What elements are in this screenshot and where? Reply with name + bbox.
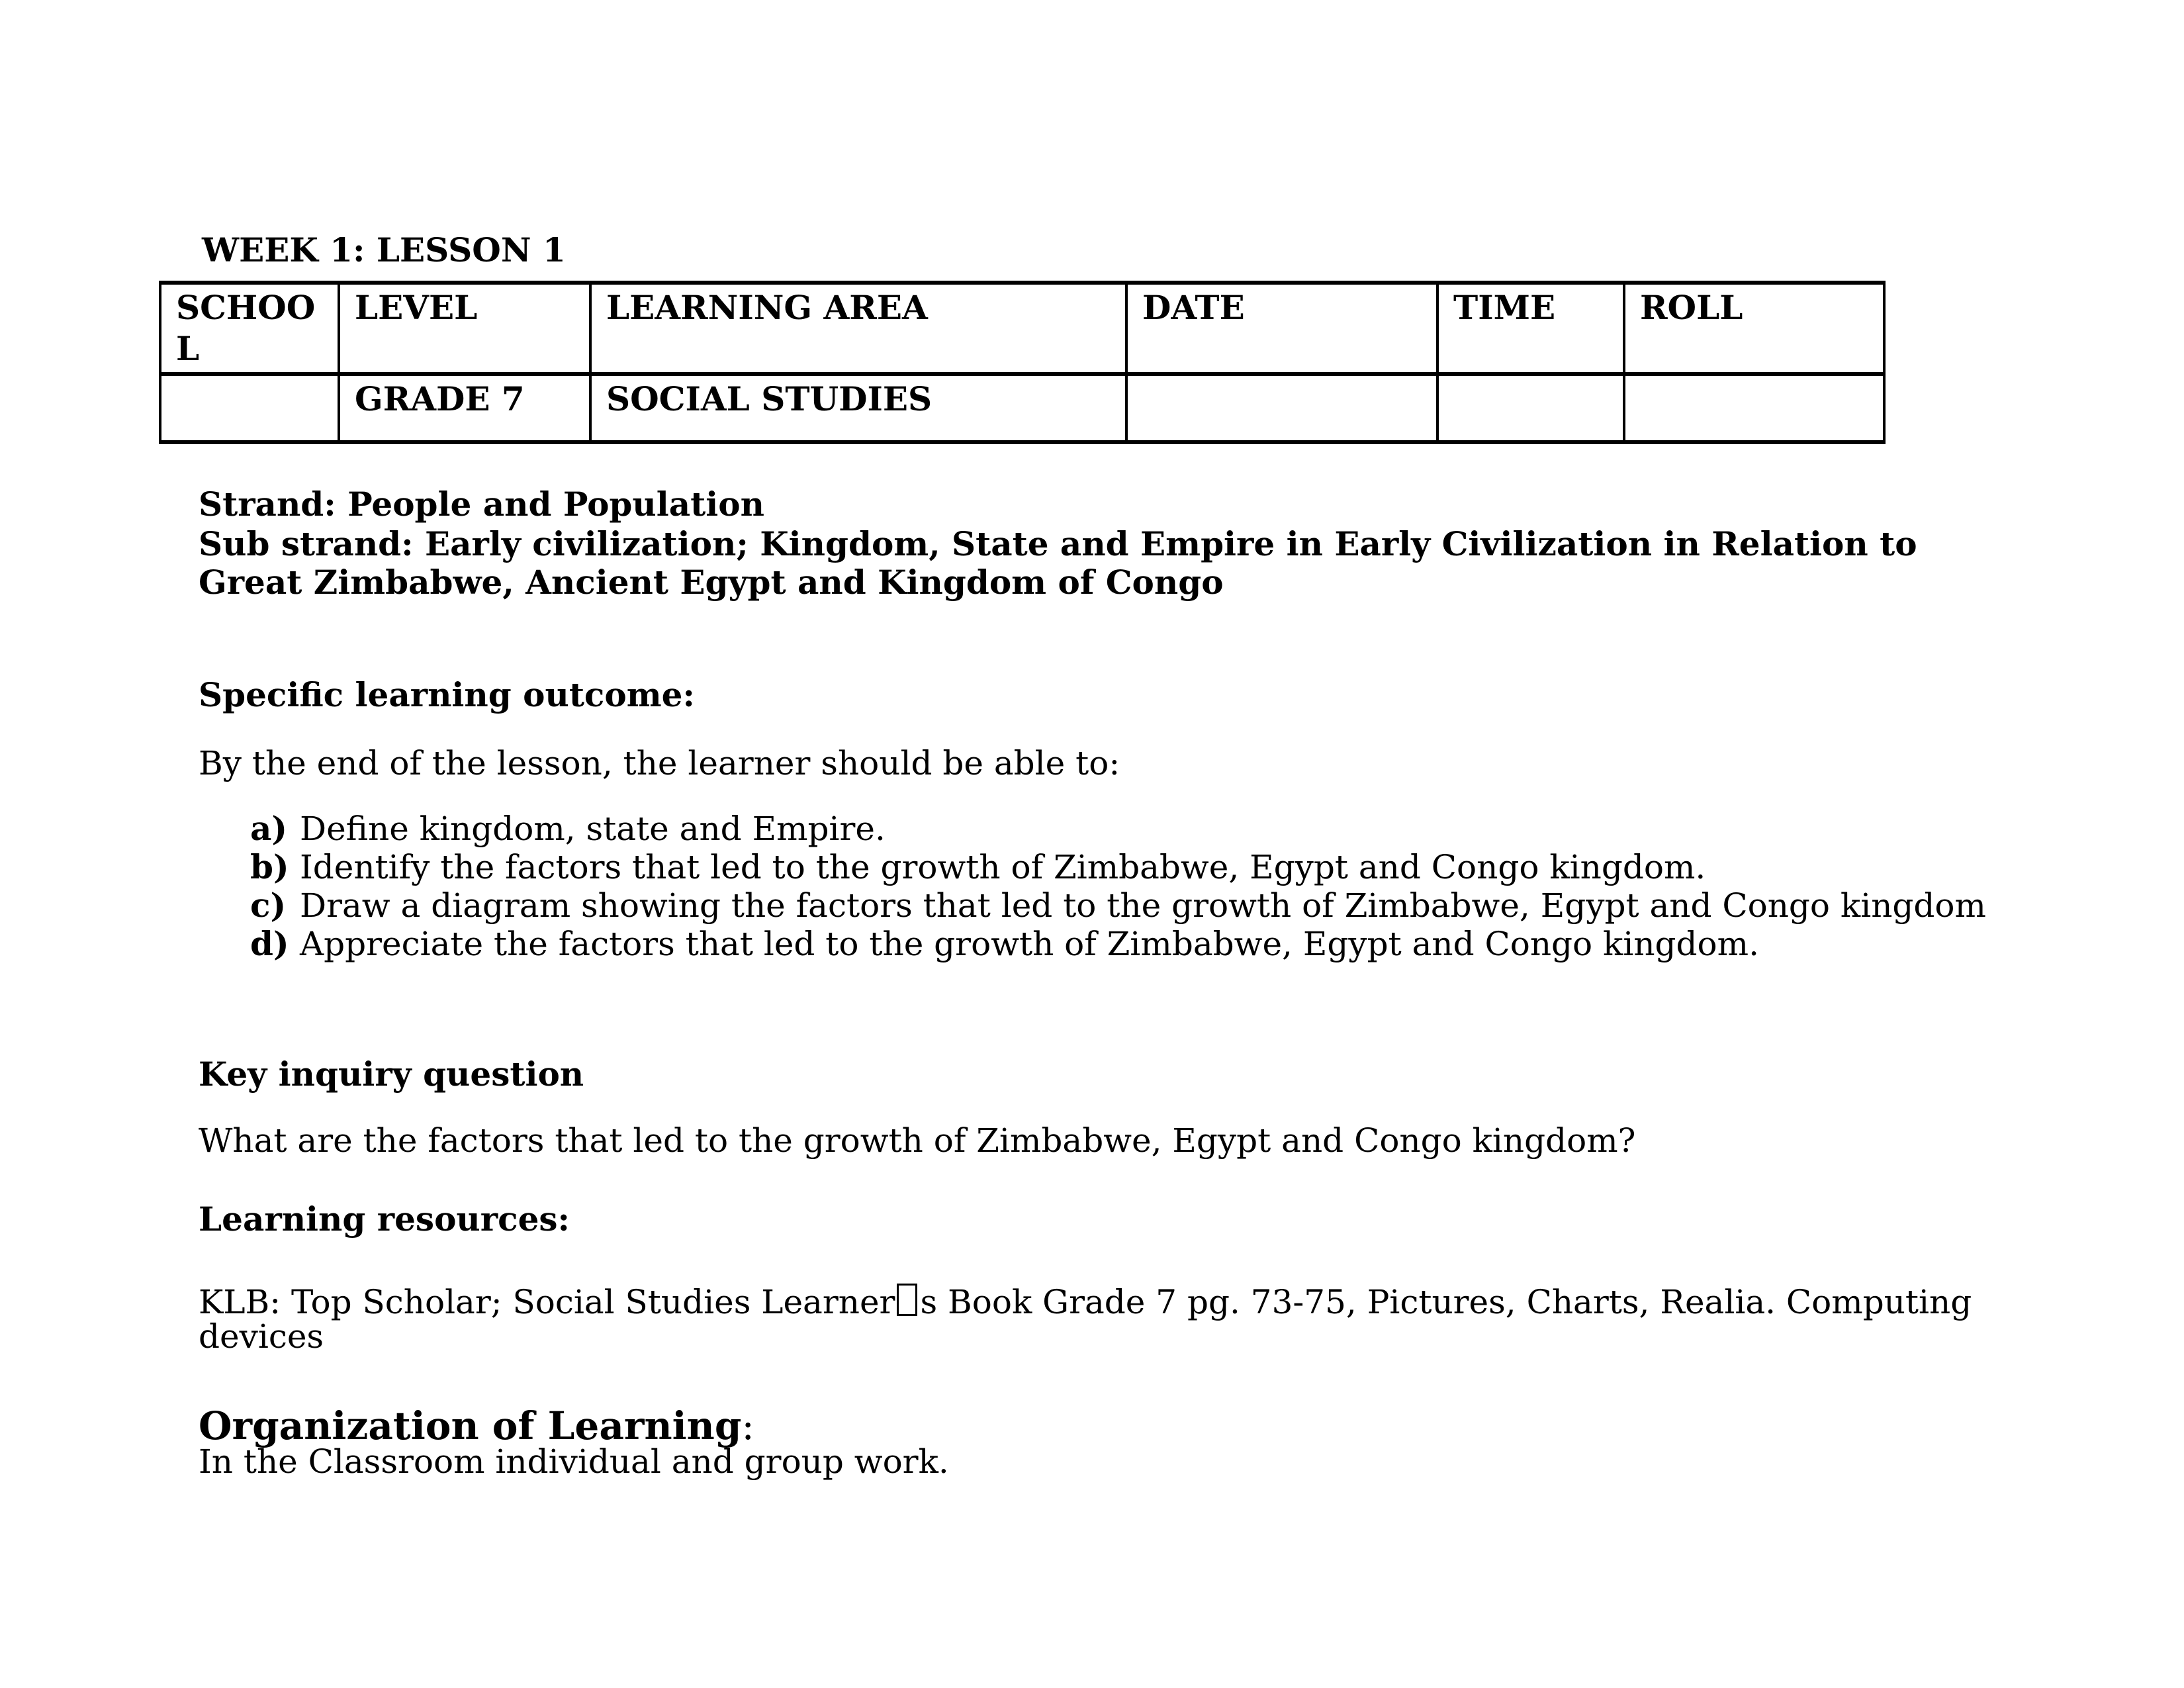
- column-header-level: LEVEL: [339, 283, 590, 374]
- outcome-intro: By the end of the lesson, the learner should be able to:: [199, 744, 1120, 782]
- resources-line-2: devices: [199, 1317, 324, 1356]
- sub-strand-paragraph: [199, 525, 1917, 602]
- outcome-heading: Specific learning outcome:: [199, 675, 695, 714]
- organization-heading-colon: :: [741, 1403, 754, 1448]
- outcome-text: Identify the factors that led to the growth of Zimbabwe, Egypt and Congo kingdom.: [300, 848, 1706, 886]
- outcome-item-b: [250, 848, 1986, 886]
- outcome-marker: a): [250, 809, 288, 848]
- outcome-item-d: [250, 925, 1986, 963]
- outcome-marker: b): [250, 847, 289, 886]
- outcomes-list: [250, 810, 1986, 963]
- table-value-row: [160, 374, 1884, 442]
- outcome-item-c: [250, 886, 1986, 925]
- outcome-text: Appreciate the factors that led to the growth of Zimbabwe, Egypt and Congo kingdom.: [300, 925, 1759, 963]
- cell-level-value: GRADE 7: [339, 374, 590, 442]
- resources-text-before: KLB: Top Scholar; Social Studies Learner: [199, 1283, 895, 1321]
- outcome-marker: c): [250, 886, 287, 925]
- cell-time-value: [1437, 374, 1624, 442]
- outcome-text: Define kingdom, state and Empire.: [300, 810, 886, 848]
- cell-learning-area-value: SOCIAL STUDIES: [590, 374, 1126, 442]
- sub-strand-line-2: Great Zimbabwe, Ancient Egypt and Kingdom of Congo: [199, 563, 1224, 602]
- resources-heading: Learning resources:: [199, 1199, 570, 1239]
- strand-line: Strand: People and Population: [199, 485, 764, 524]
- cell-date-value: [1126, 374, 1437, 442]
- organization-text: In the Classroom individual and group work.: [199, 1442, 949, 1481]
- missing-glyph-box: [897, 1284, 917, 1316]
- outcome-marker: d): [250, 924, 289, 963]
- resources-line-1: [199, 1284, 1972, 1319]
- outcome-text: Draw a diagram showing the factors that led to the growth of Zimbabwe, Egypt and Congo kingdom: [300, 886, 1986, 925]
- resources-paragraph: [199, 1284, 1972, 1354]
- column-header-roll: ROLL: [1624, 283, 1884, 374]
- outcome-item-a: [250, 810, 1986, 848]
- inquiry-heading: Key inquiry question: [199, 1055, 584, 1094]
- organization-heading-text: Organization of Learning: [199, 1403, 742, 1448]
- header-table: [159, 281, 1886, 444]
- column-header-date: DATE: [1126, 283, 1437, 374]
- page-title: WEEK 1: LESSON 1: [202, 230, 566, 269]
- column-header-learning-area: LEARNING AREA: [590, 283, 1126, 374]
- sub-strand-line-1: Sub strand: Early civilization; Kingdom, State and Empire in Early Civilization in Relation to: [199, 524, 1917, 563]
- cell-school-value: [160, 374, 339, 442]
- column-header-school: SCHOOL: [160, 283, 339, 374]
- table-header-row: [160, 283, 1884, 374]
- resources-text-after: s Book Grade 7 pg. 73-75, Pictures, Charts, Realia. Computing: [920, 1283, 1972, 1321]
- column-header-time: TIME: [1437, 283, 1624, 374]
- inquiry-question: What are the factors that led to the growth of Zimbabwe, Egypt and Congo kingdom?: [199, 1121, 1636, 1160]
- cell-roll-value: [1624, 374, 1884, 442]
- organization-heading: [199, 1404, 754, 1448]
